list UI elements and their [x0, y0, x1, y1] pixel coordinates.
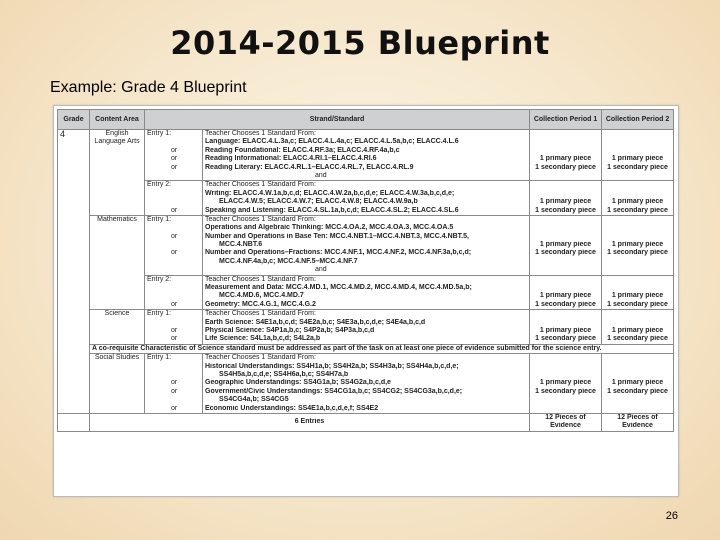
collection-period-1-cell — [530, 275, 602, 310]
slide-title: 2014-2015 Blueprint — [170, 24, 550, 62]
spacer — [532, 319, 599, 327]
evidence-line: 1 secondary piece — [607, 163, 668, 171]
total-evidence-line: Evidence — [622, 422, 653, 430]
evidence-line: 1 secondary piece — [607, 206, 668, 214]
line-prefix: or — [171, 300, 178, 308]
standard-line: Teacher Chooses 1 Standard From: — [205, 181, 316, 189]
line-prefix — [147, 138, 200, 146]
science-note-row — [58, 344, 674, 353]
table-row — [58, 354, 674, 414]
standard-line: Earth Science: S4E1a,b,c,d; S4E2a,b,c; S4E3a,b,c,d,e; S4E4a,b,c,d — [205, 318, 426, 326]
entry-label: Entry 2: — [147, 181, 172, 189]
strand-cell — [203, 354, 530, 414]
standard-line: Government/Civic Understandings: SS4CG1a,b,c; SS4CG2; SS4CG3a,b,c,d,e; — [205, 387, 463, 395]
standard-line: Measurement and Data: MCC.4.MD.1, MCC.4.MD.2, MCC.4.MD.4, MCC.4.MD.5a,b; — [205, 284, 472, 292]
total-evidence-2 — [602, 413, 674, 431]
spacer — [604, 216, 671, 224]
line-prefix — [147, 292, 200, 300]
evidence-line: 1 primary piece — [539, 198, 592, 206]
standard-line: Economic Understandings: SS4E1a,b,c,d,e,f; SS4E2 — [205, 404, 379, 412]
table-row — [58, 310, 674, 345]
standard-line: MCC.4.MD.6, MCC.4.MD.7 — [219, 292, 304, 300]
line-prefix — [147, 198, 200, 206]
spacer — [532, 233, 599, 241]
evidence-line: 1 primary piece — [611, 326, 664, 334]
evidence-line: 1 secondary piece — [607, 249, 668, 257]
total-evidence-1 — [530, 413, 602, 431]
entry-cell — [145, 130, 203, 181]
line-prefix: or — [171, 155, 178, 163]
evidence-line: 1 secondary piece — [535, 300, 596, 308]
spacer — [604, 276, 671, 284]
header-grade: Grade — [58, 110, 90, 130]
line-prefix — [147, 258, 200, 266]
standard-line: Speaking and Listening: ELACC.4.SL.1a,b,c,d; ELACC.4.SL.2; ELACC.4.SL.6 — [205, 206, 459, 214]
spacer — [604, 224, 671, 232]
strand-cell — [203, 181, 530, 216]
collection-period-2-cell — [602, 130, 674, 181]
evidence-line: 1 secondary piece — [535, 387, 596, 395]
standard-line: Language: ELACC.4.L.3a,c; ELACC.4.L.4a,c; ELACC.4.L.5a,b,c; ELACC.4.L.6 — [205, 138, 459, 146]
line-prefix: or — [171, 335, 178, 343]
evidence-line: 1 primary piece — [611, 379, 664, 387]
spacer — [604, 233, 671, 241]
evidence-line: 1 secondary piece — [607, 300, 668, 308]
entry-label: Entry 1: — [147, 310, 172, 318]
content-area-cell: English Language Arts — [90, 130, 145, 216]
line-prefix — [147, 172, 200, 180]
collection-period-1-cell — [530, 354, 602, 414]
spacer — [532, 284, 599, 292]
spacer — [604, 284, 671, 292]
entry-cell — [145, 215, 203, 275]
spacer — [532, 276, 599, 284]
evidence-line: 1 primary piece — [539, 241, 592, 249]
strand-cell — [203, 215, 530, 275]
spacer — [604, 310, 671, 318]
line-prefix: or — [171, 404, 178, 412]
standard-line: Teacher Chooses 1 Standard From: — [205, 275, 316, 283]
table-row — [58, 215, 674, 275]
grade-cell: 4 — [58, 130, 90, 414]
standard-line: Teacher Chooses 1 Standard From: — [205, 310, 316, 318]
evidence-line: 1 secondary piece — [607, 387, 668, 395]
standard-line: Teacher Chooses 1 Standard From: — [205, 354, 316, 362]
entry-label: Entry 1: — [147, 130, 172, 137]
content-area-cell: Social Studies — [90, 354, 145, 414]
spacer — [532, 147, 599, 155]
line-prefix — [147, 319, 200, 327]
spacer — [604, 363, 671, 371]
collection-period-2-cell — [602, 354, 674, 414]
line-prefix — [147, 266, 200, 274]
line-prefix — [147, 241, 200, 249]
standard-line: SS4H5a,b,c,d,e; SS4H6a,b,c; SS4H7a,b — [219, 370, 349, 378]
collection-period-2-cell — [602, 310, 674, 345]
slide-subtitle: Example: Grade 4 Blueprint — [50, 79, 247, 96]
evidence-line: 1 secondary piece — [535, 335, 596, 343]
standard-line: Geographic Understandings: SS4G1a,b; SS4G2a,b,c,d,e — [205, 379, 391, 387]
content-area-cell: Mathematics — [90, 215, 145, 309]
header-collection-period-2: Collection Period 2 — [602, 110, 674, 130]
standard-line: Historical Understandings: SS4H1a,b; SS4H2a,b; SS4H3a,b; SS4H4a,b,c,d,e; — [205, 362, 459, 370]
collection-period-2-cell — [602, 275, 674, 310]
total-evidence-line: 12 Pieces of — [545, 413, 586, 421]
collection-period-1-cell — [530, 181, 602, 216]
entry-cell — [145, 354, 203, 414]
line-prefix — [147, 224, 200, 232]
page-number: 26 — [665, 510, 678, 522]
line-prefix: or — [171, 146, 178, 154]
totals-grade-blank — [58, 413, 90, 431]
collection-period-1-cell — [530, 215, 602, 275]
spacer — [604, 147, 671, 155]
spacer — [604, 181, 671, 189]
evidence-line: 1 secondary piece — [607, 335, 668, 343]
spacer — [532, 371, 599, 379]
evidence-line: 1 primary piece — [539, 326, 592, 334]
standard-line: Teacher Chooses 1 Standard From: — [205, 215, 316, 223]
table-row — [58, 181, 674, 216]
header-content-area: Content Area — [90, 110, 145, 130]
spacer — [604, 371, 671, 379]
standard-line: Life Science: S4L1a,b,c,d; S4L2a,b — [205, 335, 321, 343]
evidence-line: 1 secondary piece — [535, 249, 596, 257]
spacer — [532, 354, 599, 362]
entry-label: Entry 1: — [147, 354, 172, 362]
evidence-line: 1 primary piece — [611, 198, 664, 206]
spacer — [604, 130, 671, 138]
spacer — [532, 224, 599, 232]
standard-line: Operations and Algebraic Thinking: MCC.4.OA.2, MCC.4.OA.3, MCC.4.OA.5 — [205, 224, 454, 232]
line-prefix: or — [171, 326, 178, 334]
evidence-line: 1 primary piece — [611, 292, 664, 300]
spacer — [532, 138, 599, 146]
total-entries-label: 6 Entries — [294, 418, 325, 426]
spacer — [532, 363, 599, 371]
spacer — [532, 190, 599, 198]
table-body — [58, 130, 674, 432]
total-evidence-line: 12 Pieces of — [617, 413, 658, 421]
standard-line: Number and Operations–Fractions: MCC.4.NF.1, MCC.4.NF.2, MCC.4.NF.3a,b,c,d; — [205, 249, 472, 257]
line-prefix — [147, 371, 200, 379]
strand-cell — [203, 310, 530, 345]
blueprint-table — [57, 109, 674, 432]
strand-cell — [203, 275, 530, 310]
evidence-line: 1 primary piece — [611, 155, 664, 163]
standard-line: SS4CG4a,b; SS4CG5 — [219, 396, 289, 404]
strand-cell — [203, 130, 530, 181]
entry-label: Entry 1: — [147, 215, 172, 223]
line-prefix: or — [171, 249, 178, 257]
header-collection-period-1: Collection Period 1 — [530, 110, 602, 130]
evidence-line: 1 primary piece — [539, 155, 592, 163]
content-area-cell: Science — [90, 310, 145, 345]
spacer — [604, 354, 671, 362]
standard-line: Reading Informational: ELACC.4.RI.1–ELACC.4.RI.6 — [205, 155, 377, 163]
standard-line: Reading Literary: ELACC.4.RL.1–ELACC.4.RL.7, ELACC.4.RL.9 — [205, 163, 414, 171]
standard-line: Reading Foundational: ELACC.4.RF.3a; ELACC.4.RF.4a,b,c — [205, 146, 400, 154]
line-prefix: or — [171, 379, 178, 387]
header-strand-standard: Strand/Standard — [145, 110, 530, 130]
spacer — [604, 190, 671, 198]
spacer — [604, 138, 671, 146]
standard-line: Number and Operations in Base Ten: MCC.4.NBT.1–MCC.4.NBT.3, MCC.4.NBT.5, — [205, 232, 469, 240]
line-prefix: or — [171, 163, 178, 171]
spacer — [532, 181, 599, 189]
line-prefix — [147, 396, 200, 404]
standard-line: MCC.4.NF.4a,b,c; MCC.4.NF.5–MCC.4.NF.7 — [219, 257, 358, 265]
total-evidence-line: Evidence — [550, 422, 581, 430]
entry-cell — [145, 181, 203, 216]
collection-period-1-cell — [530, 130, 602, 181]
line-prefix — [147, 284, 200, 292]
spacer — [532, 310, 599, 318]
spacer — [532, 216, 599, 224]
table-row — [58, 275, 674, 310]
science-note: A co-requisite Characteristic of Science standard must be addressed as part of the task on at least one piece of evidence submitted for the science entry. — [90, 344, 674, 353]
standard-line: Teacher Chooses 1 Standard From: — [205, 130, 316, 137]
standard-line: ELACC.4.W.5; ELACC.4.W.7; ELACC.4.W.8; ELACC.4.W.9a,b — [219, 198, 418, 206]
spacer — [532, 130, 599, 138]
evidence-line: 1 primary piece — [611, 241, 664, 249]
collection-period-2-cell — [602, 215, 674, 275]
table-header-row — [58, 110, 674, 130]
spacer — [604, 319, 671, 327]
standard-line: and — [315, 266, 327, 274]
standard-line: Geometry: MCC.4.G.1, MCC.4.G.2 — [205, 300, 316, 308]
evidence-line: 1 primary piece — [539, 379, 592, 387]
evidence-line: 1 primary piece — [539, 292, 592, 300]
blueprint-sheet — [53, 105, 679, 497]
evidence-line: 1 secondary piece — [535, 163, 596, 171]
total-entries — [90, 413, 530, 431]
standard-line: MCC.4.NBT.6 — [219, 241, 263, 249]
collection-period-2-cell — [602, 181, 674, 216]
entry-cell — [145, 310, 203, 345]
line-prefix: or — [171, 232, 178, 240]
entry-cell — [145, 275, 203, 310]
standard-line: Writing: ELACC.4.W.1a,b,c,d; ELACC.4.W.2a,b,c,d,e; ELACC.4.W.3a,b,c,d,e; — [205, 189, 455, 197]
totals-row — [58, 413, 674, 431]
line-prefix: or — [171, 387, 178, 395]
collection-period-1-cell — [530, 310, 602, 345]
line-prefix: or — [171, 206, 178, 214]
line-prefix — [147, 190, 200, 198]
standard-line: and — [315, 171, 327, 179]
table-row — [58, 130, 674, 181]
entry-label: Entry 2: — [147, 275, 172, 283]
evidence-line: 1 secondary piece — [535, 206, 596, 214]
standard-line: Physical Science: S4P1a,b,c; S4P2a,b; S4P3a,b,c,d — [205, 326, 375, 334]
line-prefix — [147, 363, 200, 371]
